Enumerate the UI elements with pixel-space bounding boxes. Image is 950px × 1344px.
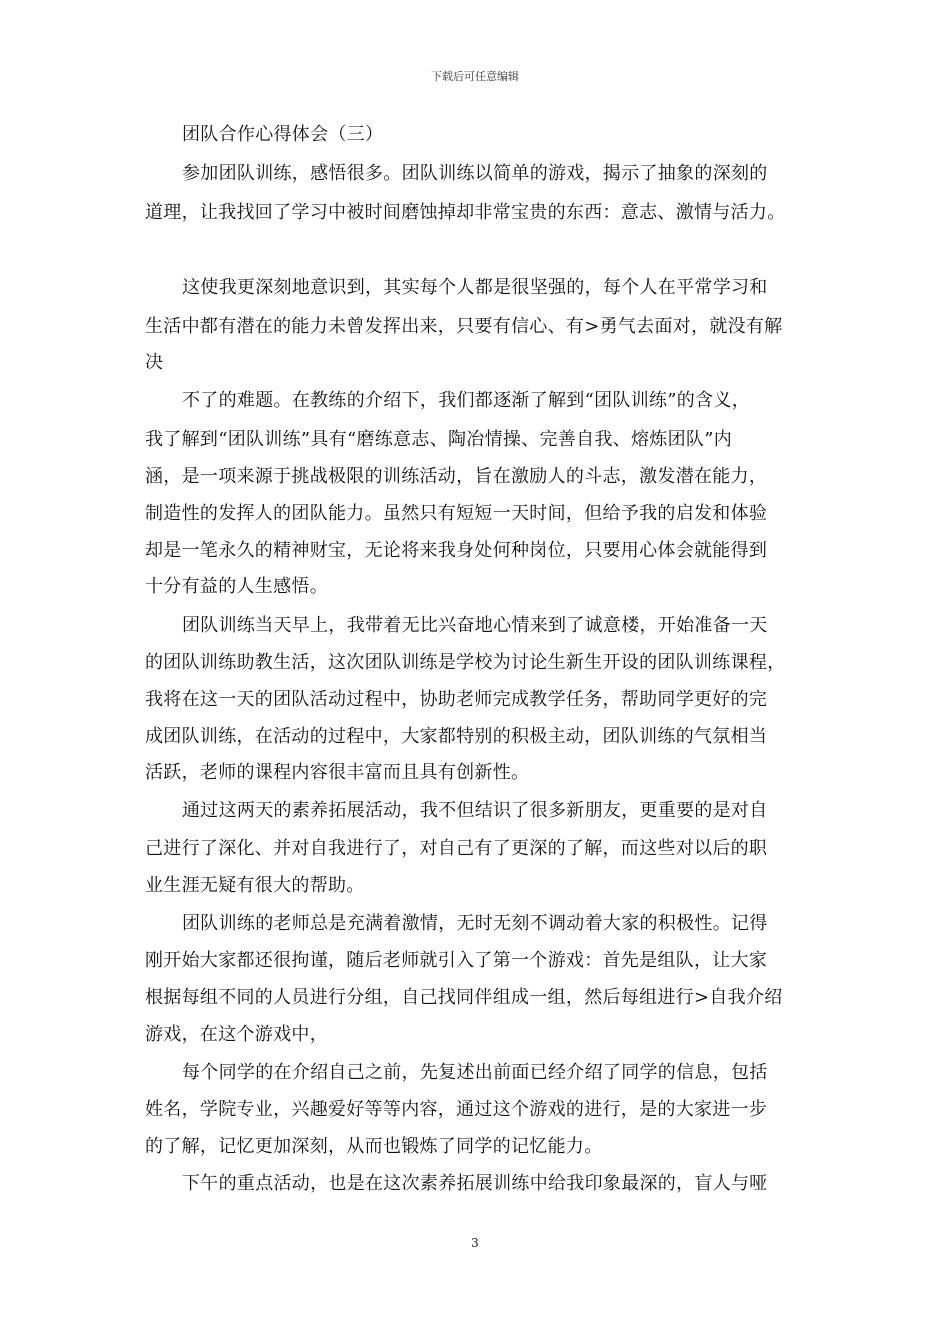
paragraph-line: 团队训练的老师总是充满着激情，无时无刻不调动着大家的积极性。记得 — [182, 913, 768, 934]
paragraph-line: 通过这两天的素养拓展活动，我不但结识了很多新朋友，更重要的是对自 — [182, 800, 768, 821]
paragraph-line: 刚开始大家都还很拘谨，随后老师就引入了第一个游戏：首先是组队，让大家 — [145, 950, 768, 971]
paragraph-line: 不了的难题。在教练的介绍下，我们都逐渐了解到“团队训练”的含义， — [182, 390, 751, 411]
paragraph-line: 却是一笔永久的精神财宝，无论将来我身处何种岗位，只要用心体会就能得到 — [145, 540, 768, 561]
paragraph-line: 我将在这一天的团队活动过程中，协助老师完成教学任务，帮助同学更好的完 — [145, 689, 768, 710]
paragraph-line: 十分有益的人生感悟。 — [145, 576, 328, 597]
paragraph-line: 道理，让我找回了学习中被时间磨蚀掉却非常宝贵的东西：意志、激情与活力。 — [145, 202, 786, 223]
page-number: 3 — [471, 1236, 479, 1250]
paragraph-line: 制造性的发挥人的团队能力。虽然只有短短一天时间，但给予我的启发和体验 — [145, 503, 768, 524]
doc-title: 团队合作心得体会（三） — [182, 124, 384, 145]
paragraph-line: 决 — [145, 352, 164, 373]
paragraph-line: 参加团队训练，感悟很多。团队训练以简单的游戏，揭示了抽象的深刻的 — [182, 163, 768, 184]
paragraph-line: 团队训练当天早上，我带着无比兴奋地心情来到了诚意楼，开始准备一天 — [182, 615, 768, 636]
page-header: 下载后可任意编辑 — [431, 70, 519, 83]
paragraph-line: 的了解，记忆更加深刻，从而也锻炼了同学的记忆能力。 — [145, 1136, 603, 1157]
paragraph-line: 每个同学的在介绍自己之前，先复述出前面已经介绍了同学的信息，包括 — [182, 1062, 768, 1083]
paragraph-line: 我了解到“团队训练”具有“磨练意志、陶冶情操、完善自我、熔炼团队”内 — [145, 429, 733, 450]
paragraph-line: 活跃，老师的课程内容很丰富而且具有创新性。 — [145, 762, 530, 783]
paragraph-line: 游戏，在这个游戏中， — [145, 1024, 328, 1045]
paragraph-line: 下午的重点活动，也是在这次素养拓展训练中给我印象最深的，盲人与哑 — [182, 1173, 768, 1194]
paragraph-line: 成团队训练，在活动的过程中，大家都特别的积极主动，团队训练的气氛相当 — [145, 726, 768, 747]
paragraph-line: 的团队训练助教生活，这次团队训练是学校为讨论生新生开设的团队训练课程， — [145, 652, 786, 673]
paragraph-line: 业生涯无疑有很大的帮助。 — [145, 875, 365, 896]
paragraph-line: 根据每组不同的人员进行分组，自己找同伴组成一组，然后每组进行>自我介绍 — [145, 987, 783, 1008]
paragraph-line: 生活中都有潜在的能力未曾发挥出来，只要有信心、有>勇气去面对，就没有解 — [145, 316, 783, 337]
paragraph-line: 姓名，学院专业，兴趣爱好等等内容，通过这个游戏的进行，是的大家进一步 — [145, 1099, 768, 1120]
paragraph-line: 涵，是一项来源于挑战极限的训练活动，旨在激励人的斗志，激发潜在能力， — [145, 466, 768, 487]
paragraph-line: 己进行了深化、并对自我进行了，对自己有了更深的了解，而这些对以后的职 — [145, 838, 768, 859]
paragraph-line: 这使我更深刻地意识到，其实每个人都是很坚强的，每个人在平常学习和 — [182, 277, 768, 298]
